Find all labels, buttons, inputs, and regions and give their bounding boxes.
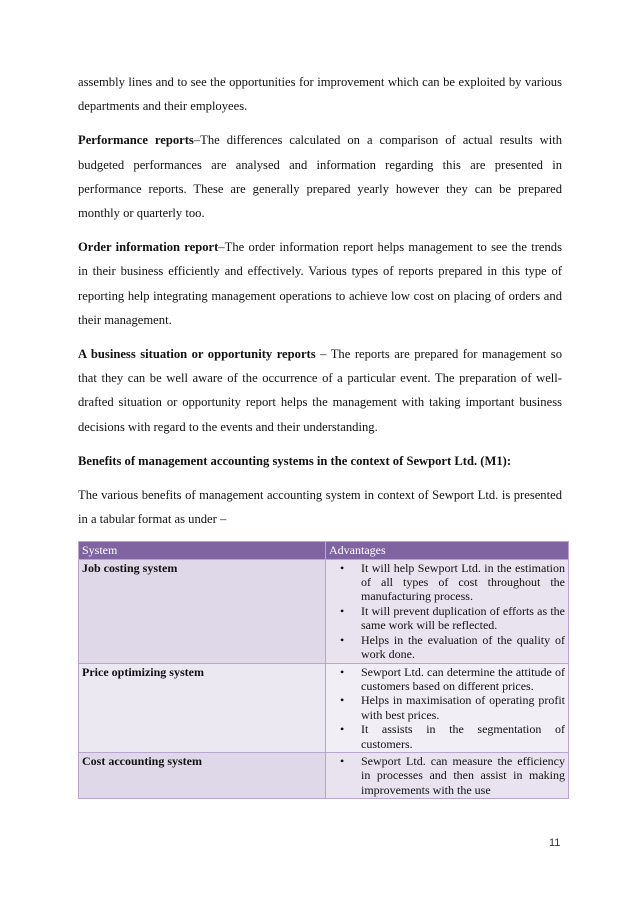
paragraph-text: – The reports are prepared for management so that they can be well aware of the occurrence of a particular event. The preparation of well-drafted situation or opportunity report helps the management with taking important business decisions with regard to the events and their understanding. bbox=[78, 347, 562, 434]
paragraph-performance-reports bbox=[78, 128, 562, 225]
paragraph-text: –The order information report helps management to see the trends in their business efficiently and effectively. Various types of reports prepared in this type of reporting help integrating management operations to achieve low cost on placing of orders and their management. bbox=[78, 240, 562, 327]
system-cell: Price optimizing system bbox=[79, 663, 326, 752]
advantages-list bbox=[329, 561, 565, 662]
system-cell: Cost accounting system bbox=[79, 752, 326, 798]
section-heading: Benefits of management accounting systems in the context of Sewport Ltd. (M1): bbox=[78, 453, 512, 468]
paragraph-lead: A business situation or opportunity reports bbox=[78, 347, 316, 362]
advantages-cell bbox=[326, 559, 569, 663]
paragraph-lead: Order information report bbox=[78, 240, 219, 255]
table-row bbox=[79, 559, 569, 663]
advantages-cell bbox=[326, 752, 569, 798]
list-item: • It will help Sewport Ltd. in the estimation of all types of cost throughout the manufacturing process. bbox=[361, 561, 565, 604]
table-intro: The various benefits of management accounting system in context of Sewport Ltd. is presented in a tabular format as under – bbox=[78, 487, 562, 527]
list-item: • It assists in the segmentation of customers. bbox=[361, 722, 565, 751]
list-item: • Sewport Ltd. can measure the efficiency in processes and then assist in making improvements with the use bbox=[361, 754, 565, 797]
advantages-list bbox=[329, 665, 565, 751]
paragraph-business-situation-reports bbox=[78, 342, 562, 439]
table-header-row bbox=[79, 542, 569, 559]
paragraph-lead: Performance reports bbox=[78, 133, 194, 148]
page-number: 11 bbox=[549, 837, 561, 849]
advantages-cell bbox=[326, 663, 569, 752]
list-item: • It will prevent duplication of efforts as the same work will be reflected. bbox=[361, 604, 565, 633]
list-item: • Helps in the evaluation of the quality of work done. bbox=[361, 633, 565, 662]
system-cell: Job costing system bbox=[79, 559, 326, 663]
benefits-table bbox=[78, 541, 569, 799]
header-advantages: Advantages bbox=[326, 542, 569, 559]
table-row bbox=[79, 663, 569, 752]
list-item: • Sewport Ltd. can determine the attitude of customers based on different prices. bbox=[361, 665, 565, 694]
header-system: System bbox=[79, 542, 326, 559]
paragraph-order-information-report bbox=[78, 235, 562, 332]
page-content bbox=[78, 70, 565, 799]
advantages-list bbox=[329, 754, 565, 797]
table-row bbox=[79, 752, 569, 798]
paragraph-text: assembly lines and to see the opportunities for improvement which can be exploited by various departments and their employees. bbox=[78, 75, 562, 114]
paragraph-continuation bbox=[78, 70, 562, 118]
list-item: • Helps in maximisation of operating profit with best prices. bbox=[361, 693, 565, 722]
paragraph-text: –The differences calculated on a comparison of actual results with budgeted performances are analysed and information regarding this are presented in performance reports. These are generally prepared yearly however they can be prepared monthly or quarterly too. bbox=[78, 133, 562, 221]
